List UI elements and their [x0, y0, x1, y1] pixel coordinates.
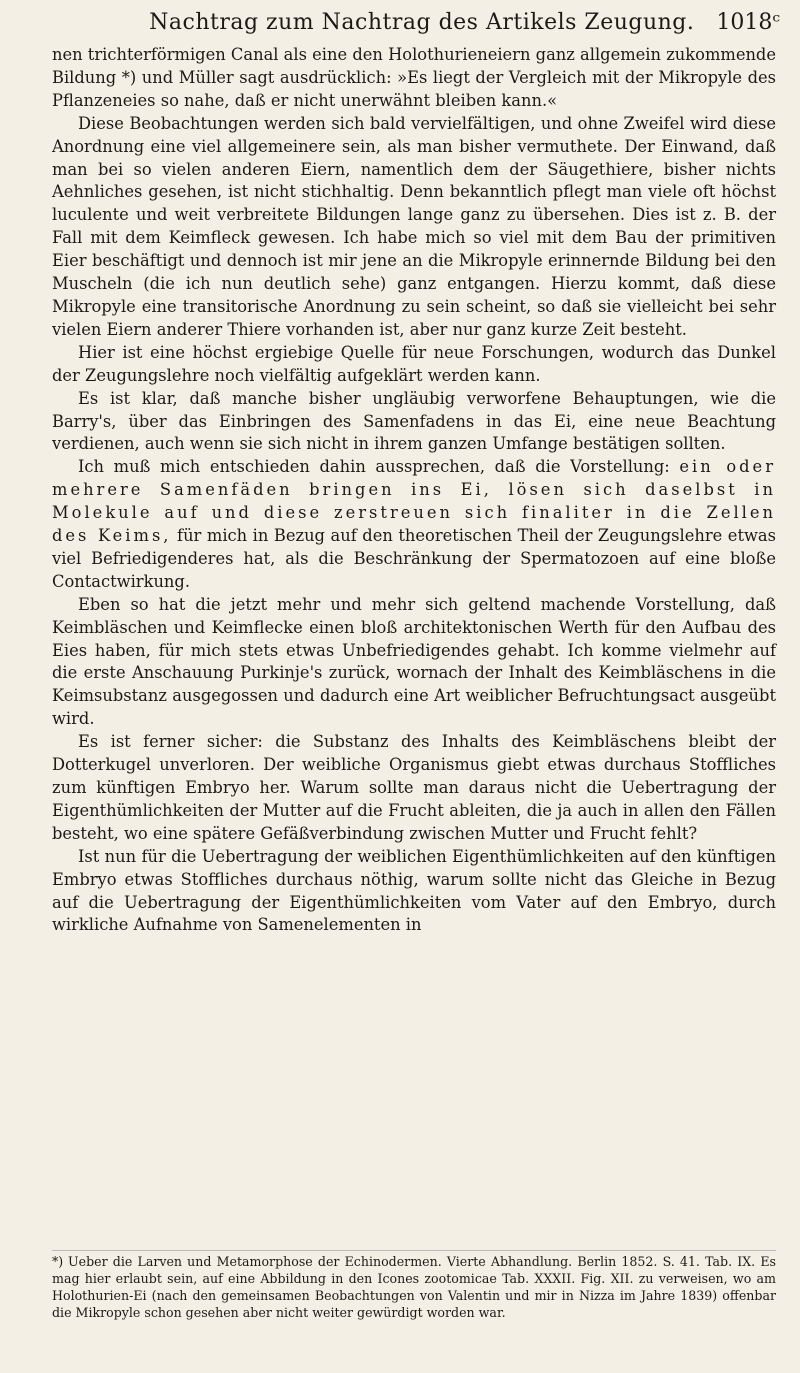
- paragraph: Es ist ferner sicher: die Substanz des Inhalts des Keimbläschens bleibt der Dotterkugel unverloren. Der weibliche Organismus giebt etwas durchaus Stoffliches zum künftigen Embryo her. Warum sollte man daraus nicht die Uebertragung der Eigenthümlichkeiten der Mutter auf die Frucht ableiten, die ja auch in allen den Fällen besteht, wo eine spätere Gefäßverbindung zwischen Mutter und Frucht fehlt?: [52, 732, 776, 843]
- paragraph-text: Ich muß mich entschieden dahin aussprechen, daß die Vorstellung:: [78, 457, 670, 477]
- paragraph-text: für mich in Bezug auf den theoretischen Theil der Zeugungslehre etwas viel Befriedigenderes hat, als die Beschränkung der Spermatozoen auf eine bloße Contactwirkung.: [52, 526, 776, 591]
- paragraph: nen trichterförmigen Canal als eine den Holothurieneiern ganz allgemein zukommende Bildung *) und Müller sagt ausdrücklich: »Es liegt der Vergleich mit der Mikropyle des Pflanzeneies so nahe, daß er nicht unerwähnt bleiben kann.«: [52, 45, 776, 110]
- paragraph: Hier ist eine höchst ergiebige Quelle für neue Forschungen, wodurch das Dunkel der Zeugungslehre noch vielfältig aufgeklärt werden kann.: [52, 342, 776, 385]
- paragraph: [52, 456, 776, 593]
- paragraph: Es ist klar, daß manche bisher ungläubig verworfene Behauptungen, wie die Barry's, über das Einbringen des Samenfadens in das Ei, eine neue Beachtung verdienen, auch wenn sie sich nicht in ihrem ganzen Umfange bestätigen sollten.: [52, 388, 776, 454]
- page-number: 1018ᶜ: [716, 10, 780, 35]
- paragraph: Diese Beobachtungen werden sich bald vervielfältigen, und ohne Zweifel wird diese Anordnung eine viel allgemeinere sein, als man bisher vermuthete. Der Einwand, daß man bei so vielen anderen Eiern, namentlich dem der Säugethiere, bisher nichts Aehnliches gesehen, ist nicht stichhaltig. Denn bekanntlich pflegt man viele oft höchst luculente und weit verbreitete Bildungen lange ganz zu übersehen. Dies ist z. B. der Fall mit dem Keimfleck gewesen. Ich habe mich so viel mit dem Bau der primitiven Eier beschäftigt und dennoch ist mir jene an die Mikropyle erinnernde Bildung bei den Muscheln (die ich nun deutlich sehe) ganz entgangen. Hierzu kommt, daß diese Mikropyle eine transitorische Anordnung zu sein scheint, so daß sie vielleicht bei sehr vielen Eiern anderer Thiere vorhanden ist, aber nur ganz kurze Zeit besteht.: [52, 113, 776, 339]
- book-page: [40, 0, 780, 1373]
- body-text: [52, 44, 776, 937]
- footnote-text: Ueber die Larven und Metamorphose der Echinodermen. Vierte Abhandlung. Berlin 1852. S. 41. Tab. IX. Es mag hier erlaubt sein, auf eine Abbildung in den Icones zootomicae Tab. XXXII. Fig. XII. zu verweisen, wo am Holothurien-Ei (nach den gemeinsamen Beobachtungen von Valentin und mir in Nizza im Jahre 1839) offenbar die Mikropyle schon gesehen aber nicht weiter gewürdigt worden war.: [52, 1254, 776, 1320]
- footnote: [52, 1250, 776, 1321]
- running-title: Nachtrag zum Nachtrag des Artikels Zeugung.: [149, 10, 695, 35]
- footnote-mark: *): [52, 1254, 64, 1269]
- emphasized-text: ein oder mehrere Samenfäden bringen ins Ei, lösen sich daselbst in Molekule auf und diese zerstreuen sich finaliter in die Zellen des Keims,: [52, 457, 776, 546]
- paragraph: Ist nun für die Uebertragung der weiblichen Eigenthümlichkeiten auf den künftigen Embryo etwas Stoffliches durchaus nöthig, warum sollte nicht das Gleiche in Bezug auf die Uebertragung der Eigenthümlichkeiten vom Vater auf den Embryo, durch wirkliche Aufnahme von Samenelementen in: [52, 846, 776, 935]
- paragraph: Eben so hat die jetzt mehr und mehr sich geltend machende Vorstellung, daß Keimbläschen und Keimflecke einen bloß architektonischen Werth für den Aufbau des Eies haben, für mich stets etwas Unbefriedigendes gehabt. Ich komme vielmehr auf die erste Anschauung Purkinje's zurück, wornach der Inhalt des Keimbläschens in die Keimsubstanz ausgegossen und dadurch eine Art weiblicher Befruchtungsact ausgeübt wird.: [52, 594, 776, 729]
